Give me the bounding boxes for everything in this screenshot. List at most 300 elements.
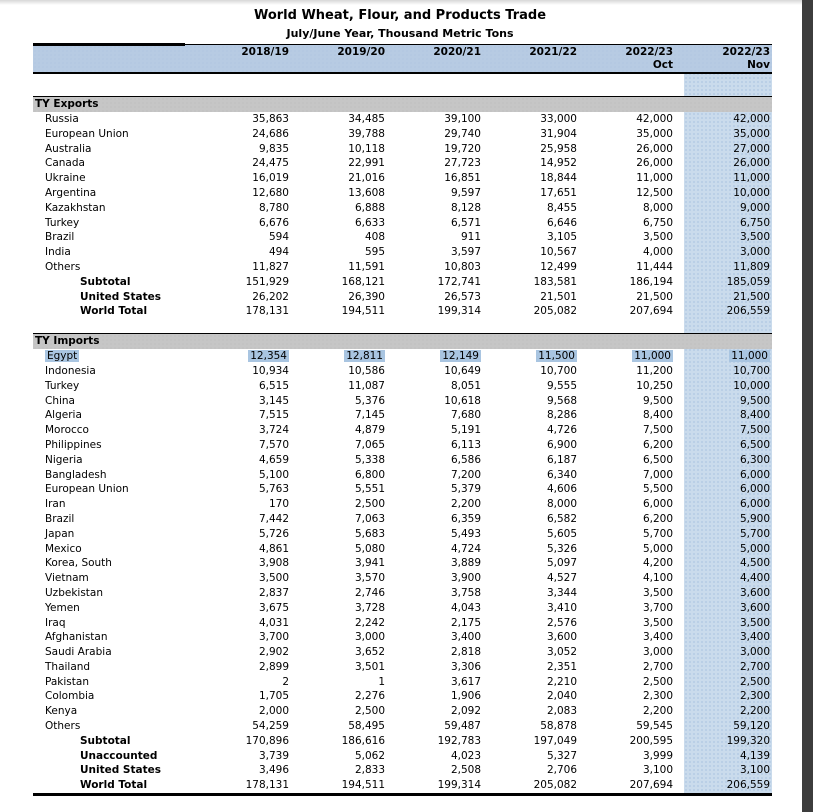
- cell-value[interactable]: 2,175: [450, 616, 481, 629]
- cell-value[interactable]: 4,043: [450, 601, 481, 614]
- cell-value[interactable]: 2,500: [642, 675, 673, 688]
- cell-value[interactable]: 3,500: [258, 572, 289, 585]
- cell-value[interactable]: 3,617: [450, 675, 481, 688]
- cell-value[interactable]: 24,475: [252, 157, 289, 170]
- cell-value[interactable]: 3,000: [354, 631, 385, 644]
- cell-value[interactable]: 2,500: [354, 498, 385, 511]
- cell-value[interactable]: 5,763: [258, 483, 289, 496]
- cell-value[interactable]: 2,500: [739, 675, 770, 688]
- cell-value[interactable]: 3,739: [258, 749, 289, 762]
- cell-value[interactable]: 3,000: [739, 646, 770, 659]
- cell-value[interactable]: 6,888: [354, 201, 385, 214]
- cell-value[interactable]: 6,000: [739, 468, 770, 481]
- cell-value[interactable]: 5,683: [354, 527, 385, 540]
- cell-value[interactable]: 5,376: [354, 394, 385, 407]
- cell-value[interactable]: 3,758: [450, 586, 481, 599]
- cell-value[interactable]: 6,113: [450, 438, 481, 451]
- cell-value[interactable]: 3,500: [642, 586, 673, 599]
- cell-value[interactable]: 11,444: [636, 260, 673, 273]
- cell-value[interactable]: 408: [364, 231, 385, 244]
- cell-value[interactable]: 4,500: [739, 557, 770, 570]
- cell-value[interactable]: 2,242: [354, 616, 385, 629]
- row-label[interactable]: Iran: [45, 498, 66, 511]
- cell-value[interactable]: 194,511: [341, 305, 385, 318]
- cell-value[interactable]: 6,000: [739, 498, 770, 511]
- cell-value[interactable]: 199,314: [437, 305, 481, 318]
- cell-value[interactable]: 12,499: [540, 260, 577, 273]
- cell-value[interactable]: 3,100: [642, 764, 673, 777]
- cell-value[interactable]: 21,501: [540, 290, 577, 303]
- cell-value[interactable]: 8,400: [739, 409, 770, 422]
- row-label[interactable]: Russia: [45, 113, 79, 125]
- cell-value[interactable]: 8,455: [546, 201, 577, 214]
- cell-value[interactable]: 2,576: [546, 616, 577, 629]
- cell-value[interactable]: 7,065: [354, 438, 385, 451]
- cell-value[interactable]: 3,900: [450, 572, 481, 585]
- cell-value[interactable]: 200,595: [629, 734, 673, 747]
- cell-value[interactable]: 2,083: [546, 705, 577, 718]
- row-label[interactable]: Iraq: [45, 616, 66, 629]
- cell-value[interactable]: 10,000: [733, 186, 770, 199]
- cell-value[interactable]: 7,442: [258, 512, 289, 525]
- cell-value[interactable]: 2,700: [642, 660, 673, 673]
- row-label[interactable]: Turkey: [45, 379, 80, 392]
- row-label[interactable]: Nigeria: [45, 453, 83, 466]
- row-label[interactable]: Brazil: [45, 231, 75, 244]
- cell-value[interactable]: 39,788: [348, 127, 385, 140]
- cell-value[interactable]: 2,899: [258, 660, 289, 673]
- cell-value[interactable]: 12,354: [250, 350, 287, 363]
- cell-value[interactable]: 10,803: [444, 260, 481, 273]
- cell-value[interactable]: 5,327: [546, 749, 577, 762]
- cell-value[interactable]: 10,250: [636, 379, 673, 392]
- cell-value[interactable]: 17,651: [540, 186, 577, 199]
- cell-value[interactable]: 27,723: [444, 157, 481, 170]
- cell-value[interactable]: 11,200: [636, 364, 673, 377]
- row-label[interactable]: World Total: [80, 779, 148, 792]
- cell-value[interactable]: 35,863: [252, 113, 289, 125]
- cell-value[interactable]: 19,720: [444, 142, 481, 155]
- cell-value[interactable]: 5,062: [354, 749, 385, 762]
- cell-value[interactable]: 2,508: [450, 764, 481, 777]
- row-label[interactable]: Kenya: [45, 705, 78, 718]
- row-label[interactable]: European Union: [45, 127, 129, 140]
- cell-value[interactable]: 12,500: [636, 186, 673, 199]
- row-label[interactable]: Algeria: [45, 409, 82, 422]
- cell-value[interactable]: 168,121: [341, 275, 385, 288]
- cell-value[interactable]: 205,082: [533, 779, 577, 792]
- cell-value[interactable]: 4,031: [258, 616, 289, 629]
- cell-value[interactable]: 31,904: [540, 127, 577, 140]
- row-label[interactable]: Morocco: [45, 424, 89, 437]
- cell-value[interactable]: 3,597: [450, 246, 481, 259]
- cell-value[interactable]: 6,515: [258, 379, 289, 392]
- cell-value[interactable]: 11,000: [733, 172, 770, 185]
- cell-value[interactable]: 7,500: [739, 424, 770, 437]
- cell-value[interactable]: 8,051: [450, 379, 481, 392]
- cell-value[interactable]: 4,527: [546, 572, 577, 585]
- cell-value[interactable]: 7,680: [450, 409, 481, 422]
- cell-value[interactable]: 2,500: [354, 705, 385, 718]
- cell-value[interactable]: 2,300: [642, 690, 673, 703]
- cell-value[interactable]: 9,000: [739, 201, 770, 214]
- cell-value[interactable]: 6,000: [642, 498, 673, 511]
- cell-value[interactable]: 5,605: [546, 527, 577, 540]
- cell-value[interactable]: 35,000: [636, 127, 673, 140]
- cell-value[interactable]: 3,500: [739, 231, 770, 244]
- cell-value[interactable]: 3,496: [258, 764, 289, 777]
- cell-value[interactable]: 6,500: [739, 438, 770, 451]
- cell-value[interactable]: 178,131: [245, 305, 289, 318]
- cell-value[interactable]: 5,100: [258, 468, 289, 481]
- cell-value[interactable]: 2,746: [354, 586, 385, 599]
- cell-value[interactable]: 3,500: [642, 616, 673, 629]
- cell-value[interactable]: 2,351: [546, 660, 577, 673]
- cell-value[interactable]: 10,649: [444, 364, 481, 377]
- cell-value[interactable]: 42,000: [733, 113, 770, 125]
- cell-value[interactable]: 595: [364, 246, 385, 259]
- cell-value[interactable]: 6,646: [546, 216, 577, 229]
- cell-value[interactable]: 10,567: [540, 246, 577, 259]
- cell-value[interactable]: 2,210: [546, 675, 577, 688]
- cell-value[interactable]: 21,500: [636, 290, 673, 303]
- cell-value[interactable]: 199,320: [726, 734, 770, 747]
- cell-value[interactable]: 3,410: [546, 601, 577, 614]
- row-label[interactable]: Uzbekistan: [45, 586, 103, 599]
- cell-value[interactable]: 6,582: [546, 512, 577, 525]
- cell-value[interactable]: 7,200: [450, 468, 481, 481]
- row-label[interactable]: Kazakhstan: [45, 201, 106, 214]
- row-label[interactable]: European Union: [45, 483, 129, 496]
- cell-value[interactable]: 11,000: [634, 350, 671, 363]
- cell-value[interactable]: 16,851: [444, 172, 481, 185]
- cell-value[interactable]: 10,000: [733, 379, 770, 392]
- row-label[interactable]: World Total: [80, 305, 148, 318]
- cell-value[interactable]: 10,618: [444, 394, 481, 407]
- cell-value[interactable]: 3,052: [546, 646, 577, 659]
- cell-value[interactable]: 2,706: [546, 764, 577, 777]
- row-label[interactable]: Argentina: [45, 186, 97, 199]
- cell-value[interactable]: 3,105: [546, 231, 577, 244]
- cell-value[interactable]: 6,200: [642, 438, 673, 451]
- cell-value[interactable]: 3,400: [450, 631, 481, 644]
- row-label[interactable]: Others: [45, 260, 81, 273]
- cell-value[interactable]: 25,958: [540, 142, 577, 155]
- cell-value[interactable]: 3,000: [739, 246, 770, 259]
- cell-value[interactable]: 3,675: [258, 601, 289, 614]
- cell-value[interactable]: 6,586: [450, 453, 481, 466]
- cell-value[interactable]: 3,501: [354, 660, 385, 673]
- cell-value[interactable]: 8,286: [546, 409, 577, 422]
- cell-value[interactable]: 186,616: [341, 734, 385, 747]
- cell-value[interactable]: 1,906: [450, 690, 481, 703]
- cell-value[interactable]: 6,300: [739, 453, 770, 466]
- cell-value[interactable]: 10,700: [540, 364, 577, 377]
- cell-value[interactable]: 12,680: [252, 186, 289, 199]
- cell-value[interactable]: 10,586: [348, 364, 385, 377]
- row-label[interactable]: Saudi Arabia: [45, 646, 112, 659]
- cell-value[interactable]: 58,878: [540, 720, 577, 733]
- cell-value[interactable]: 206,559: [726, 305, 770, 318]
- row-label[interactable]: Bangladesh: [45, 468, 107, 481]
- cell-value[interactable]: 8,000: [546, 498, 577, 511]
- cell-value[interactable]: 6,340: [546, 468, 577, 481]
- cell-value[interactable]: 2,700: [739, 660, 770, 673]
- cell-value[interactable]: 1,705: [258, 690, 289, 703]
- cell-value[interactable]: 5,700: [642, 527, 673, 540]
- cell-value[interactable]: 6,900: [546, 438, 577, 451]
- cell-value[interactable]: 3,100: [739, 764, 770, 777]
- cell-value[interactable]: 6,676: [258, 216, 289, 229]
- cell-value[interactable]: 26,573: [444, 290, 481, 303]
- cell-value[interactable]: 1: [378, 675, 385, 688]
- cell-value[interactable]: 34,485: [348, 113, 385, 125]
- cell-value[interactable]: 2,200: [739, 705, 770, 718]
- cell-value[interactable]: 14,952: [540, 157, 577, 170]
- cell-value[interactable]: 4,023: [450, 749, 481, 762]
- cell-value[interactable]: 2,092: [450, 705, 481, 718]
- row-label[interactable]: United States: [80, 290, 161, 303]
- cell-value[interactable]: 3,600: [546, 631, 577, 644]
- row-label[interactable]: Canada: [45, 157, 85, 170]
- cell-value[interactable]: 6,571: [450, 216, 481, 229]
- cell-value[interactable]: 4,879: [354, 424, 385, 437]
- cell-value[interactable]: 8,400: [642, 409, 673, 422]
- cell-value[interactable]: 4,861: [258, 542, 289, 555]
- cell-value[interactable]: 5,726: [258, 527, 289, 540]
- cell-value[interactable]: 2,300: [739, 690, 770, 703]
- cell-value[interactable]: 3,400: [642, 631, 673, 644]
- row-label[interactable]: Turkey: [45, 216, 80, 229]
- cell-value[interactable]: 9,568: [546, 394, 577, 407]
- cell-value[interactable]: 206,559: [726, 779, 770, 792]
- cell-value[interactable]: 494: [268, 246, 289, 259]
- cell-value[interactable]: 4,400: [739, 572, 770, 585]
- cell-value[interactable]: 3,700: [642, 601, 673, 614]
- row-label[interactable]: Mexico: [45, 542, 82, 555]
- cell-value[interactable]: 11,000: [731, 350, 768, 363]
- cell-value[interactable]: 11,500: [538, 350, 575, 363]
- cell-value[interactable]: 3,728: [354, 601, 385, 614]
- cell-value[interactable]: 3,600: [739, 601, 770, 614]
- cell-value[interactable]: 3,344: [546, 586, 577, 599]
- row-label[interactable]: Thailand: [45, 660, 91, 673]
- row-label[interactable]: Afghanistan: [45, 631, 108, 644]
- cell-value[interactable]: 6,187: [546, 453, 577, 466]
- page-edge-scrollbar[interactable]: [802, 0, 813, 812]
- cell-value[interactable]: 2,902: [258, 646, 289, 659]
- cell-value[interactable]: 7,145: [354, 409, 385, 422]
- cell-value[interactable]: 5,500: [642, 483, 673, 496]
- cell-value[interactable]: 26,390: [348, 290, 385, 303]
- row-label[interactable]: Australia: [45, 142, 92, 155]
- row-label[interactable]: Philippines: [45, 438, 102, 451]
- cell-value[interactable]: 170,896: [245, 734, 289, 747]
- cell-value[interactable]: 7,063: [354, 512, 385, 525]
- cell-value[interactable]: 5,551: [354, 483, 385, 496]
- cell-value[interactable]: 9,500: [739, 394, 770, 407]
- cell-value[interactable]: 9,835: [258, 142, 289, 155]
- cell-value[interactable]: 199,314: [437, 779, 481, 792]
- cell-value[interactable]: 5,000: [739, 542, 770, 555]
- cell-value[interactable]: 207,694: [629, 305, 673, 318]
- cell-value[interactable]: 59,487: [444, 720, 481, 733]
- cell-value[interactable]: 5,191: [450, 424, 481, 437]
- cell-value[interactable]: 2,837: [258, 586, 289, 599]
- cell-value[interactable]: 11,827: [252, 260, 289, 273]
- row-label[interactable]: Unaccounted: [80, 749, 158, 762]
- cell-value[interactable]: 5,379: [450, 483, 481, 496]
- cell-value[interactable]: 3,889: [450, 557, 481, 570]
- row-label[interactable]: Ukraine: [45, 172, 86, 185]
- cell-value[interactable]: 170: [268, 498, 289, 511]
- cell-value[interactable]: 192,783: [437, 734, 481, 747]
- cell-value[interactable]: 2,200: [450, 498, 481, 511]
- cell-value[interactable]: 26,202: [252, 290, 289, 303]
- cell-value[interactable]: 8,128: [450, 201, 481, 214]
- cell-value[interactable]: 7,000: [642, 468, 673, 481]
- cell-value[interactable]: 4,606: [546, 483, 577, 496]
- cell-value[interactable]: 5,493: [450, 527, 481, 540]
- cell-value[interactable]: 6,500: [642, 453, 673, 466]
- row-label[interactable]: Egypt: [47, 350, 78, 363]
- cell-value[interactable]: 7,500: [642, 424, 673, 437]
- cell-value[interactable]: 6,750: [739, 216, 770, 229]
- cell-value[interactable]: 4,139: [739, 749, 770, 762]
- cell-value[interactable]: 2,818: [450, 646, 481, 659]
- cell-value[interactable]: 2,040: [546, 690, 577, 703]
- cell-value[interactable]: 6,359: [450, 512, 481, 525]
- cell-value[interactable]: 186,194: [629, 275, 673, 288]
- cell-value[interactable]: 4,200: [642, 557, 673, 570]
- cell-value[interactable]: 13,608: [348, 186, 385, 199]
- cell-value[interactable]: 185,059: [726, 275, 770, 288]
- cell-value[interactable]: 205,082: [533, 305, 577, 318]
- cell-value[interactable]: 3,500: [642, 231, 673, 244]
- cell-value[interactable]: 194,511: [341, 779, 385, 792]
- cell-value[interactable]: 5,097: [546, 557, 577, 570]
- cell-value[interactable]: 9,555: [546, 379, 577, 392]
- cell-value[interactable]: 8,780: [258, 201, 289, 214]
- cell-value[interactable]: 10,934: [252, 364, 289, 377]
- cell-value[interactable]: 3,000: [642, 646, 673, 659]
- cell-value[interactable]: 4,100: [642, 572, 673, 585]
- cell-value[interactable]: 3,724: [258, 424, 289, 437]
- cell-value[interactable]: 7,515: [258, 409, 289, 422]
- cell-value[interactable]: 911: [460, 231, 481, 244]
- row-label[interactable]: Subtotal: [80, 275, 131, 288]
- cell-value[interactable]: 197,049: [533, 734, 577, 747]
- cell-value[interactable]: 183,581: [533, 275, 577, 288]
- cell-value[interactable]: 21,016: [348, 172, 385, 185]
- cell-value[interactable]: 7,570: [258, 438, 289, 451]
- cell-value[interactable]: 16,019: [252, 172, 289, 185]
- cell-value[interactable]: 2,200: [642, 705, 673, 718]
- cell-value[interactable]: 24,686: [252, 127, 289, 140]
- cell-value[interactable]: 39,100: [444, 113, 481, 125]
- row-label[interactable]: India: [45, 246, 71, 259]
- cell-value[interactable]: 4,726: [546, 424, 577, 437]
- cell-value[interactable]: 3,306: [450, 660, 481, 673]
- cell-value[interactable]: 42,000: [636, 113, 673, 125]
- cell-value[interactable]: 207,694: [629, 779, 673, 792]
- cell-value[interactable]: 5,080: [354, 542, 385, 555]
- row-label[interactable]: China: [45, 394, 75, 407]
- cell-value[interactable]: 27,000: [733, 142, 770, 155]
- cell-value[interactable]: 18,844: [540, 172, 577, 185]
- cell-value[interactable]: 3,600: [739, 586, 770, 599]
- cell-value[interactable]: 5,900: [739, 512, 770, 525]
- cell-value[interactable]: 26,000: [733, 157, 770, 170]
- row-label[interactable]: Indonesia: [45, 364, 96, 377]
- cell-value[interactable]: 4,724: [450, 542, 481, 555]
- row-label[interactable]: Pakistan: [45, 675, 89, 688]
- cell-value[interactable]: 8,000: [642, 201, 673, 214]
- cell-value[interactable]: 2,276: [354, 690, 385, 703]
- row-label[interactable]: Subtotal: [80, 734, 131, 747]
- cell-value[interactable]: 9,500: [642, 394, 673, 407]
- cell-value[interactable]: 172,741: [437, 275, 481, 288]
- cell-value[interactable]: 12,811: [346, 350, 383, 363]
- cell-value[interactable]: 3,941: [354, 557, 385, 570]
- cell-value[interactable]: 3,570: [354, 572, 385, 585]
- cell-value[interactable]: 5,338: [354, 453, 385, 466]
- cell-value[interactable]: 178,131: [245, 779, 289, 792]
- cell-value[interactable]: 3,145: [258, 394, 289, 407]
- cell-value[interactable]: 35,000: [733, 127, 770, 140]
- cell-value[interactable]: 54,259: [252, 720, 289, 733]
- cell-value[interactable]: 29,740: [444, 127, 481, 140]
- cell-value[interactable]: 6,750: [642, 216, 673, 229]
- cell-value[interactable]: 5,326: [546, 542, 577, 555]
- cell-value[interactable]: 59,120: [733, 720, 770, 733]
- cell-value[interactable]: 6,633: [354, 216, 385, 229]
- row-label[interactable]: Colombia: [45, 690, 95, 703]
- cell-value[interactable]: 6,800: [354, 468, 385, 481]
- cell-value[interactable]: 11,591: [348, 260, 385, 273]
- row-label[interactable]: Brazil: [45, 512, 75, 525]
- cell-value[interactable]: 11,087: [348, 379, 385, 392]
- cell-value[interactable]: 59,545: [636, 720, 673, 733]
- row-label[interactable]: Others: [45, 720, 81, 733]
- cell-value[interactable]: 5,700: [739, 527, 770, 540]
- cell-value[interactable]: 6,000: [739, 483, 770, 496]
- cell-value[interactable]: 4,659: [258, 453, 289, 466]
- cell-value[interactable]: 9,597: [450, 186, 481, 199]
- cell-value[interactable]: 33,000: [540, 113, 577, 125]
- cell-value[interactable]: 21,500: [733, 290, 770, 303]
- cell-value[interactable]: 10,700: [733, 364, 770, 377]
- cell-value[interactable]: 6,200: [642, 512, 673, 525]
- cell-value[interactable]: 151,929: [245, 275, 289, 288]
- cell-value[interactable]: 58,495: [348, 720, 385, 733]
- cell-value[interactable]: 3,652: [354, 646, 385, 659]
- cell-value[interactable]: 3,999: [642, 749, 673, 762]
- cell-value[interactable]: 2,000: [258, 705, 289, 718]
- cell-value[interactable]: 26,000: [636, 157, 673, 170]
- cell-value[interactable]: 11,809: [733, 260, 770, 273]
- cell-value[interactable]: 5,000: [642, 542, 673, 555]
- cell-value[interactable]: 4,000: [642, 246, 673, 259]
- cell-value[interactable]: 22,991: [348, 157, 385, 170]
- row-label[interactable]: Korea, South: [45, 557, 112, 570]
- cell-value[interactable]: 3,400: [739, 631, 770, 644]
- cell-value[interactable]: 26,000: [636, 142, 673, 155]
- row-label[interactable]: Yemen: [45, 601, 80, 614]
- row-label[interactable]: Vietnam: [45, 572, 89, 585]
- cell-value[interactable]: 12,149: [442, 350, 479, 363]
- cell-value[interactable]: 594: [268, 231, 289, 244]
